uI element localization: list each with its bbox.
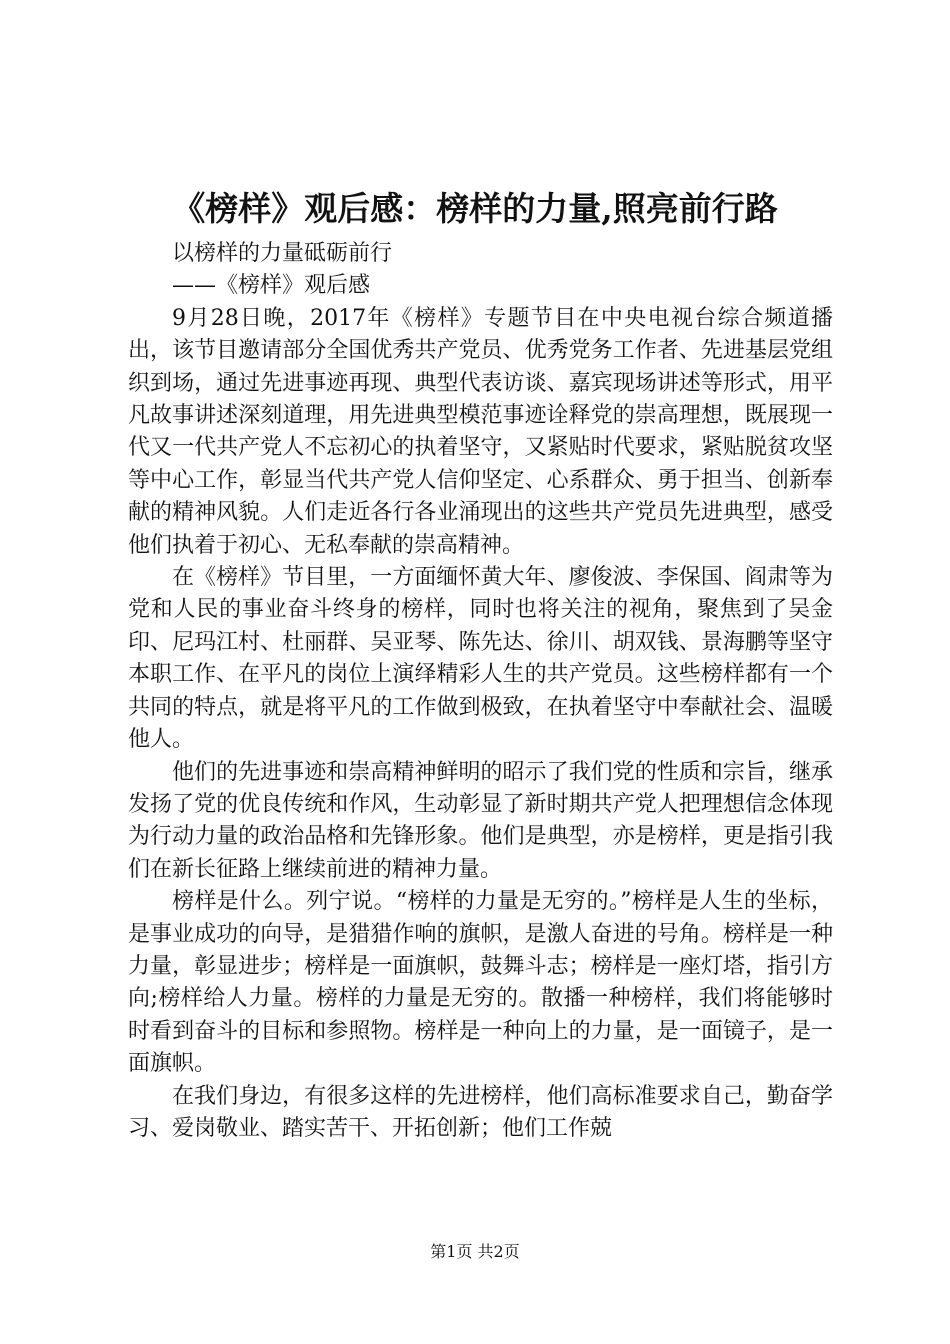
subtitle-line-1: 以榜样的力量砥砺前行: [172, 241, 393, 266]
paragraph-4: 榜样是什么。列宁说。“榜样的力量是无穷的。”榜样是人生的坐标，是事业成功的向导，是猎猎作响的旗帜，是激人奋进的号角。榜样是一种力量，彰显进步；榜样是一面旗帜，鼓舞斗志；榜样是一座灯塔，指引方向;榜样给人力量。榜样的力量是无穷的。散播一种榜样，我们将能够时时看到奋斗的目标和参照物。榜样是一种向上的力量，是一面镜子，是一面旗帜。: [128, 889, 833, 1077]
paragraph-1: 9月28日晚，2017年《榜样》专题节目在中央电视台综合频道播出，该节目邀请部分全国优秀共产党员、优秀党务工作者、先进基层党组织到场，通过先进事迹再现、典型代表访谈、嘉宾现场讲述等形式，用平凡故事讲述深刻道理，用先进典型模范事迹诠释党的崇高理想，既展现一代又一代共产党人不忘初心的执着坚守，又紧贴时代要求，紧贴脱贫攻坚等中心工作，彰显当代共产党人信仰坚定、心系群众、勇于担当、创新奉献的精神风貌。人们走近各行各业涌现出的这些共产党员先进典型，感受他们执着于初心、无私奉献的崇高精神。: [128, 305, 833, 558]
paragraph-5: 在我们身边，有很多这样的先进榜样，他们高标准要求自己，勤奋学习、爱岗敬业、踏实苦干、开拓创新；他们工作兢: [128, 1083, 833, 1141]
page-footer: 第1页 共2页: [430, 1242, 520, 1261]
paragraph-3: 他们的先进事迹和崇高精神鲜明的昭示了我们党的性质和宗旨，继承发扬了党的优良传统和作风，生动彰显了新时期共产党人把理想信念体现为行动力量的政治品格和先锋形象。他们是典型，亦是榜样，更是指引我们在新长征路上继续前进的精神力量。: [128, 759, 833, 882]
document-body: [128, 238, 833, 1145]
paragraph-2: 在《榜样》节目里，一方面缅怀黄大年、廖俊波、李保国、阎肃等为党和人民的事业奋斗终身的榜样，同时也将关注的视角，聚焦到了吴金印、尼玛江村、杜丽群、吴亚琴、陈先达、徐川、胡双钱、景海鹏等坚守本职工作、在平凡的岗位上演绎精彩人生的共产党员。这些榜样都有一个共同的特点，就是将平凡的工作做到极致，在执着坚守中奉献社会、温暖他人。: [128, 565, 833, 753]
subtitle-line-2: ——《榜样》观后感: [172, 273, 371, 299]
document-title: 《榜样》观后感：榜样的力量,照亮前行路: [172, 189, 778, 228]
